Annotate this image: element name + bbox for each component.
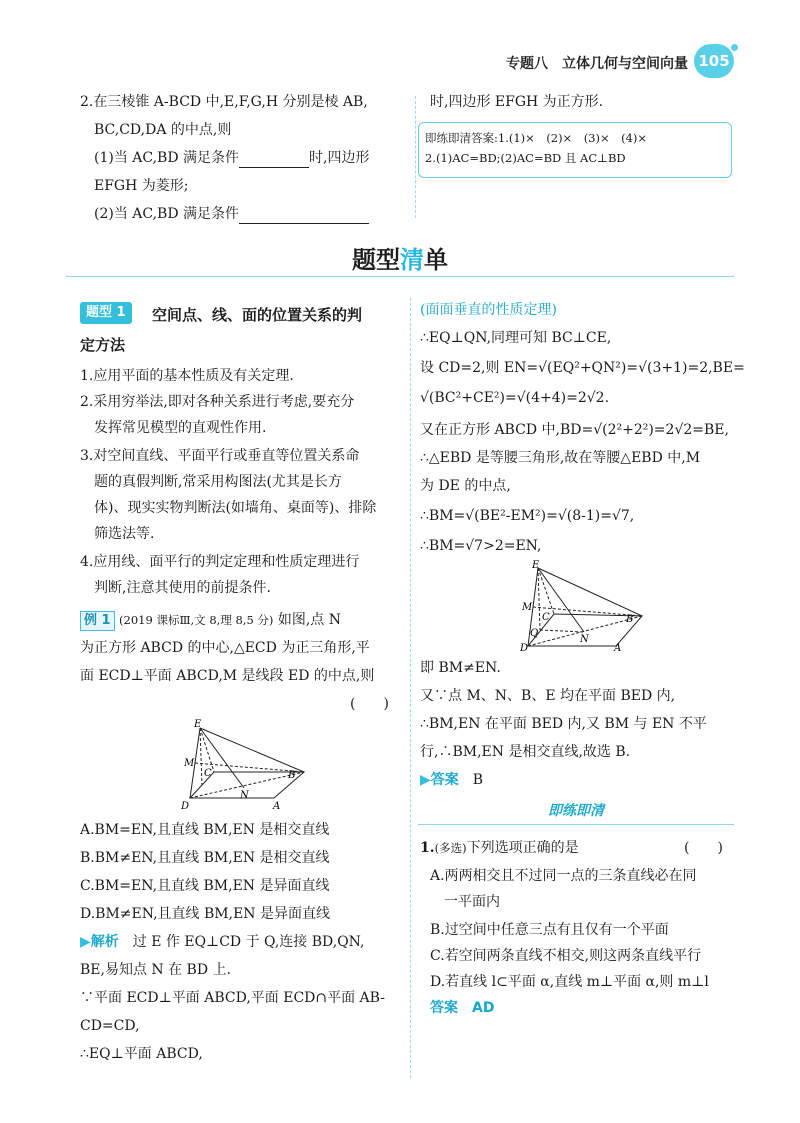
answer-marker-icon: ▶	[420, 772, 431, 788]
type-heading-line-2: 定方法	[80, 336, 126, 354]
solution-line: ∴△EBD 是等腰三角形,故在等腰△EBD 中,M	[420, 450, 701, 466]
figure-label-m: M	[184, 758, 195, 769]
example-line-1	[80, 610, 341, 631]
solution-line: √(BC²+CE²)=√(4+4)=2√2.	[420, 390, 610, 406]
solution-figure	[516, 560, 646, 652]
type-badge: 题型 1	[80, 302, 132, 324]
example-line-1-text: 如图,点 N	[277, 612, 342, 628]
q2-line-1: 2.在三棱锥 A-BCD 中,E,F,G,H 分别是棱 AB,	[80, 94, 368, 110]
q2-continued: 时,四边形 EFGH 为正方形.	[430, 94, 604, 110]
page-number: 105	[694, 44, 734, 78]
figure-label-b: B	[288, 770, 296, 781]
answer-key-line-1: 即练即清答案:1.(1)× (2)× (3)× (4)×	[425, 131, 648, 145]
solution-line: 即 BM≠EN.	[420, 660, 501, 676]
theorem-note: (面面垂直的性质定理)	[420, 302, 557, 318]
q2-blank-1	[239, 152, 309, 168]
example-answer-paren: ( )	[350, 696, 389, 712]
solution-line: 为 DE 的中点,	[420, 478, 511, 494]
figure-label-n: N	[580, 634, 589, 645]
section-rule	[66, 276, 734, 277]
practice-question	[420, 838, 579, 858]
analysis-line-3: ∵平面 ECD⊥平面 ABCD,平面 ECD∩平面 AB-	[80, 990, 385, 1006]
example-line-2: 为正方形 ABCD 的中心,△ECD 为正三角形,平	[80, 640, 370, 656]
type-heading-line-1: 空间点、线、面的位置关系的判	[152, 306, 363, 324]
solution-line: 设 CD=2,则 EN=√(EQ²+QN²)=√(3+1)=2,BE=	[420, 360, 745, 376]
option-d: D.BM≠EN,且直线 BM,EN 是异面直线	[80, 906, 330, 922]
practice-answer-paren: ( )	[684, 840, 723, 856]
section-title-part-1: 题型	[352, 246, 400, 274]
option-a: A.BM=EN,且直线 BM,EN 是相交直线	[80, 822, 330, 838]
main-column-divider	[410, 298, 411, 1078]
analysis-line-5: ∴EQ⊥平面 ABCD,	[80, 1046, 203, 1062]
practice-rule	[418, 824, 734, 825]
method-item: 3.对空间直线、平面平行或垂直等位置关系命	[80, 448, 360, 464]
method-item: 判断,注意其使用的前提条件.	[94, 580, 271, 596]
q2-part1-tail: 时,四边形	[309, 150, 370, 166]
answer-key-line-2: 2.(1)AC=BD;(2)AC=BD 且 AC⊥BD	[425, 151, 626, 165]
analysis-line-2: BE,易知点 N 在 BD 上.	[80, 962, 231, 978]
solution-line: ∴BM=√7>2=EN,	[420, 538, 542, 554]
practice-question-tag: (多选)	[434, 841, 467, 855]
chapter-title: 专题八 立体几何与空间向量	[506, 56, 688, 72]
method-item: 2.采用穷举法,即对各种关系进行考虑,要充分	[80, 394, 355, 410]
solution-line: 又在正方形 ABCD 中,BD=√(2²+2²)=2√2=BE,	[420, 422, 729, 438]
figure-edge-ec	[538, 568, 554, 614]
figure-label-q: Q	[530, 628, 539, 639]
figure-edge-ec	[200, 728, 214, 772]
example-figure	[176, 718, 306, 814]
practice-question-number: 1.	[420, 840, 435, 856]
q2-line-5	[94, 204, 369, 224]
method-item: 4.应用线、面平行的判定定理和性质定理进行	[80, 554, 360, 570]
practice-option: D.若直线 l⊂平面 α,直线 m⊥平面 α,则 m⊥l	[430, 974, 709, 990]
q2-line-4: EFGH 为菱形;	[94, 178, 189, 194]
figure-segment-qn	[540, 630, 584, 632]
figure-segment-eq	[538, 568, 540, 630]
solution-line: 行,∴BM,EN 是相交直线,故选 B.	[420, 744, 631, 760]
practice-option: B.过空间中任意三点有且仅有一个平面	[430, 922, 669, 938]
figure-label-d: D	[520, 643, 529, 652]
practice-question-text: 下列选项正确的是	[466, 840, 579, 856]
figure-label-a: A	[273, 801, 281, 812]
figure-label-b: B	[626, 614, 634, 625]
section-title	[0, 240, 800, 275]
figure-label-n: N	[240, 790, 249, 801]
practice-answer-label: 答案	[430, 1000, 458, 1016]
solution-line: ∴BM,EN 在平面 BED 内,又 BM 与 EN 不平	[420, 716, 707, 732]
figure-label-e: E	[532, 560, 540, 571]
q2-line-2: BC,CD,DA 的中点,则	[94, 122, 232, 138]
practice-answer-value: AD	[472, 1000, 495, 1016]
answer-value: B	[472, 772, 484, 788]
method-item: 1.应用平面的基本性质及有关定理.	[80, 368, 294, 384]
practice-header	[418, 800, 734, 826]
practice-option: A.两两相交且不过同一点的三条直线必在同	[430, 868, 697, 884]
section-title-part-2: 清	[400, 246, 424, 274]
figure-label-c: C	[204, 768, 212, 779]
q2-part1-text: (1)当 AC,BD 满足条件	[94, 150, 240, 166]
figure-label-a: A	[614, 643, 622, 652]
analysis-line-4: CD=CD,	[80, 1018, 140, 1034]
answer-label: 答案	[430, 772, 459, 788]
method-item: 体)、现实实物判断法(如墙角、桌面等)、排除	[94, 500, 377, 516]
top-column-divider	[415, 96, 416, 218]
analysis-label: 解析	[90, 934, 119, 950]
method-item: 筛选法等.	[94, 526, 155, 542]
section-header	[0, 238, 800, 278]
q2-part2-text: (2)当 AC,BD 满足条件	[94, 206, 240, 222]
method-item: 发挥常见模型的直观性作用.	[94, 420, 267, 436]
q2-blank-2	[239, 208, 369, 224]
q2-line-3	[94, 148, 369, 168]
section-title-part-3: 单	[424, 246, 448, 274]
analysis-marker-icon: ▶	[80, 934, 91, 950]
page-number-dot	[731, 44, 738, 51]
example-source: (2019 课标Ⅲ,文 8,理 8,5 分)	[119, 613, 274, 627]
practice-option: 一平面内	[444, 894, 500, 910]
option-c: C.BM=EN,且直线 BM,EN 是异面直线	[80, 878, 330, 894]
practice-option: C.若空间两条直线不相交,则这两条直线平行	[430, 948, 702, 964]
practice-title: 即练即清	[548, 803, 604, 819]
solution-line: 又∵点 M、N、B、E 均在平面 BED 内,	[420, 688, 676, 704]
example-line-3: 面 ECD⊥平面 ABCD,M 是线段 ED 的中点,则	[80, 668, 375, 684]
figure-label-m: M	[522, 602, 533, 613]
solution-answer	[420, 770, 483, 790]
practice-answer	[430, 998, 494, 1018]
analysis-text-1: 过 E 作 EQ⊥CD 于 Q,连接 BD,QN,	[132, 934, 365, 950]
method-item: 题的真假判断,常采用构图法(尤其是长方	[94, 474, 342, 490]
option-b: B.BM≠EN,且直线 BM,EN 是相交直线	[80, 850, 330, 866]
figure-label-e: E	[194, 719, 202, 730]
example-badge: 例 1	[80, 611, 115, 631]
analysis-line-1	[80, 932, 364, 952]
figure-label-d: D	[181, 801, 190, 812]
page-header	[0, 44, 800, 80]
figure-label-c: C	[542, 612, 550, 623]
solution-line: ∴BM=√(BE²-EM²)=√(8-1)=√7,	[420, 508, 635, 524]
solution-line: ∴EQ⊥QN,同理可知 BC⊥CE,	[420, 330, 612, 346]
figure-segment-eq	[200, 728, 202, 785]
